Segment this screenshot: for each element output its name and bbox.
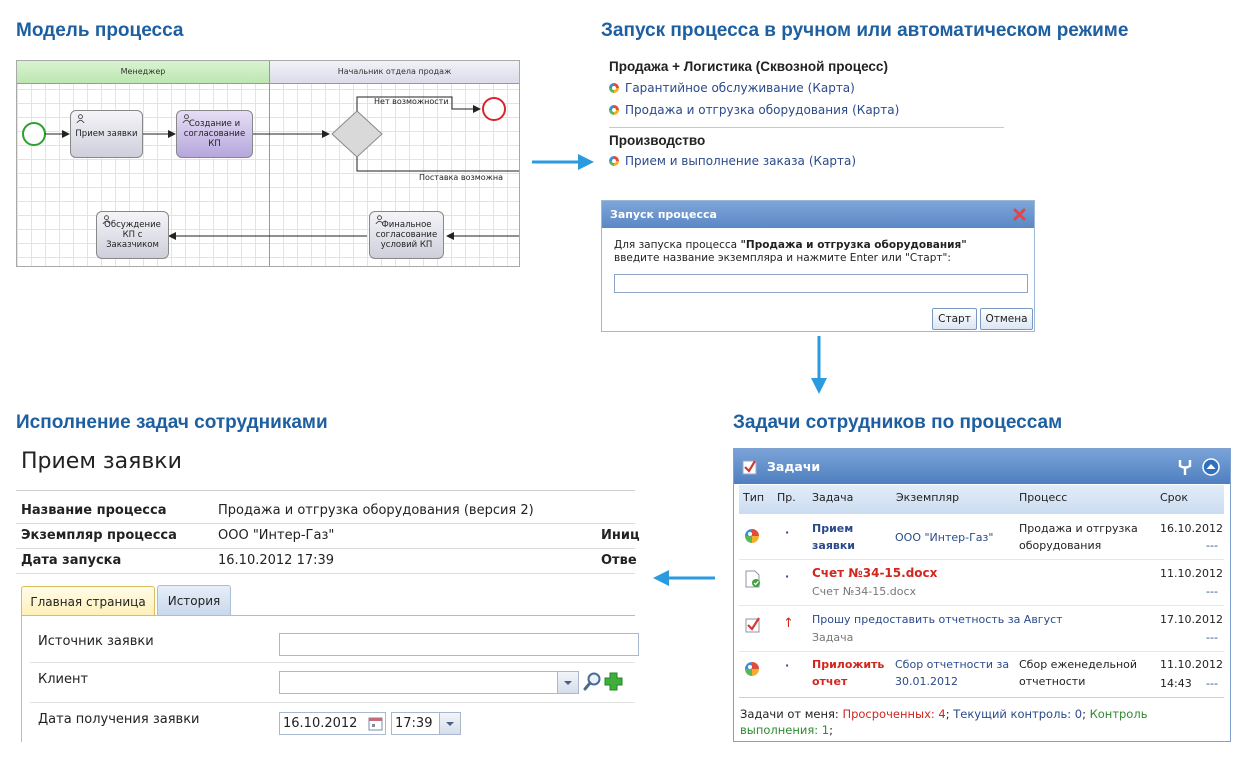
map-link[interactable]: Карта xyxy=(813,154,852,168)
bpmn-node-discuss xyxy=(96,211,169,259)
divider xyxy=(609,127,1004,128)
add-icon[interactable] xyxy=(603,671,624,692)
time-input[interactable]: 17:39 xyxy=(391,712,461,735)
arrow-down-icon xyxy=(807,334,831,396)
arrow-left-icon xyxy=(651,566,717,590)
client-select[interactable] xyxy=(279,671,579,694)
heading-tasks: Задачи сотрудников по процессам xyxy=(733,412,1063,433)
chevron-down-icon xyxy=(558,672,578,693)
process-ring-icon xyxy=(609,83,619,93)
user-task-icon xyxy=(182,114,191,123)
date-input[interactable]: 16.10.2012 xyxy=(279,712,386,735)
process-item-order-label[interactable]: Прием и выполнение заказа xyxy=(625,154,805,168)
bpmn-node-final xyxy=(369,211,444,259)
col-priority[interactable]: Пр. xyxy=(777,491,796,504)
col-instance[interactable]: Экземпляр xyxy=(896,491,960,504)
execution-control-link[interactable]: выполнения: 1 xyxy=(740,723,830,737)
heading-model: Модель процесса xyxy=(16,20,184,41)
task-link[interactable]: Прием заявки xyxy=(812,522,856,552)
bpmn-node-create-label: Создание и согласование КП xyxy=(183,119,246,149)
col-task[interactable]: Задача xyxy=(812,491,854,504)
task-link[interactable]: Прошу предоставить отчетность за Август xyxy=(812,613,1063,626)
label-client: Клиент xyxy=(38,672,89,687)
lane-header-manager: Менеджер xyxy=(17,61,269,84)
tasks-header xyxy=(734,449,1230,484)
label-source: Источник заявки xyxy=(38,634,154,649)
task-link[interactable]: Счет №34-15.docx xyxy=(812,566,938,580)
tasks-icon xyxy=(742,458,758,475)
process-item-sales-shipping-label[interactable]: Продажа и отгрузка оборудования xyxy=(625,103,849,117)
source-input[interactable] xyxy=(279,633,639,656)
task-check-icon xyxy=(745,616,762,634)
process-item-order[interactable]: Прием и выполнение заказа ( Карта ) xyxy=(609,154,856,168)
dialog-process-name: "Продажа и отгрузка оборудования" xyxy=(740,239,967,251)
dialog-titlebar xyxy=(602,201,1034,228)
instance-name-input[interactable] xyxy=(614,274,1028,293)
document-check-icon xyxy=(745,570,761,588)
execution-control-link[interactable]: Контроль xyxy=(1089,707,1148,721)
cancel-button[interactable]: Отмена xyxy=(980,308,1033,330)
process-ring-icon xyxy=(609,105,619,115)
map-link[interactable]: Карта xyxy=(856,103,895,117)
col-due[interactable]: Срок xyxy=(1160,491,1189,504)
overdue-link[interactable]: Просроченных: 4 xyxy=(842,707,946,721)
info-row: Название процесса Продажа и отгрузка оборудования (версия 2) xyxy=(16,499,635,524)
process-item-warranty-label[interactable]: Гарантийное обслуживание xyxy=(625,81,804,95)
current-control-link[interactable]: Текущий контроль: 0 xyxy=(953,707,1083,721)
bpmn-node-final-label: Финальное согласование условий КП xyxy=(375,220,438,250)
close-icon[interactable] xyxy=(1013,208,1026,221)
bpmn-node-receive xyxy=(70,110,143,158)
gateway xyxy=(332,111,382,157)
settings-icon[interactable] xyxy=(1176,458,1194,476)
process-item-warranty[interactable]: Гарантийное обслуживание ( Карта ) xyxy=(609,81,855,95)
tab-history[interactable]: История xyxy=(157,585,231,615)
heading-execution: Исполнение задач сотрудниками xyxy=(16,412,328,433)
process-ring-icon xyxy=(609,156,619,166)
calendar-icon[interactable] xyxy=(368,716,383,731)
user-task-icon xyxy=(102,215,111,224)
time-dropdown-button[interactable] xyxy=(439,713,460,734)
bpmn-label-yes: Поставка возможна xyxy=(419,173,503,182)
client-dropdown-button[interactable] xyxy=(557,672,578,693)
tasks-footer: Задачи от меня: Просроченных: 4; Текущий контроль: 0; Контроль выполнения: 1; xyxy=(740,707,1148,737)
dialog-title: Запуск процесса xyxy=(610,208,717,221)
end-event xyxy=(483,98,505,120)
col-type[interactable]: Тип xyxy=(743,491,765,504)
info-row: Экземпляр процесса ООО "Интер-Газ" Иниц xyxy=(16,524,635,549)
search-icon[interactable] xyxy=(583,671,603,691)
process-ring-icon xyxy=(745,529,759,543)
tab-main[interactable]: Главная страница xyxy=(21,586,155,616)
collapse-icon[interactable] xyxy=(1202,458,1220,476)
priority-high-icon: ↑ xyxy=(783,616,794,631)
bpmn-node-discuss-label: Обсуждение КП с Заказчиком xyxy=(104,220,161,250)
chevron-down-icon xyxy=(440,713,460,734)
bpmn-diagram xyxy=(16,60,520,267)
col-process[interactable]: Процесс xyxy=(1019,491,1068,504)
task-form-title: Прием заявки xyxy=(21,449,182,474)
bpmn-node-create xyxy=(176,110,253,158)
bpmn-label-no: Нет возможности xyxy=(374,97,449,106)
user-task-icon xyxy=(76,114,85,123)
start-button[interactable]: Старт xyxy=(932,308,977,330)
heading-launch: Запуск процесса в ручном или автоматическом режиме xyxy=(601,20,1129,41)
launch-dialog xyxy=(601,200,1035,332)
tasks-widget: Задачи Тип Пр. Задача Экземпляр Процесс Срок · Прием заявки ООО "Интер-Газ" Продажа и отгрузка оборудования 16.10.2012 --- · Счет №34-15.docx Счет №34-15.docx 11.10.2012 --- ↑ Прошу предоставить отчетность за Август Задача 17.10.2012 --- · Приложить отчет Сбор отчетности за 30.01.2012 Сбор еженедельной отчетности 11.10.2012 14:43 --- Задачи от меня: Просроченных: 4; Текущий контроль: 0; Контроль выполнения: 1; xyxy=(733,448,1231,742)
start-event xyxy=(23,123,45,145)
process-group-production: Производство xyxy=(609,133,706,148)
map-link[interactable]: Карта xyxy=(812,81,851,95)
process-group-sales: Продажа + Логистика (Сквозной процесс) xyxy=(609,59,888,74)
tasks-title: Задачи xyxy=(767,459,821,474)
arrow-right-icon xyxy=(530,150,596,174)
bpmn-node-receive-label: Прием заявки xyxy=(75,129,138,139)
process-ring-icon xyxy=(745,662,759,676)
instance-link[interactable]: Сбор отчетности за 30.01.2012 xyxy=(895,658,1010,688)
info-row: Дата запуска 16.10.2012 17:39 Отве xyxy=(16,549,635,574)
instance-link[interactable]: ООО "Интер-Газ" xyxy=(895,531,994,544)
task-link[interactable]: Приложить отчет xyxy=(812,658,885,688)
process-item-sales-shipping[interactable]: Продажа и отгрузка оборудования ( Карта ) xyxy=(609,103,899,117)
label-date: Дата получения заявки xyxy=(38,712,200,727)
lane-header-head: Начальник отдела продаж xyxy=(270,61,519,84)
user-task-icon xyxy=(375,215,384,224)
dialog-message: Для запуска процесса "Продажа и отгрузка оборудования" введите название экземпляра и нажмите Enter или "Старт": xyxy=(614,239,967,264)
